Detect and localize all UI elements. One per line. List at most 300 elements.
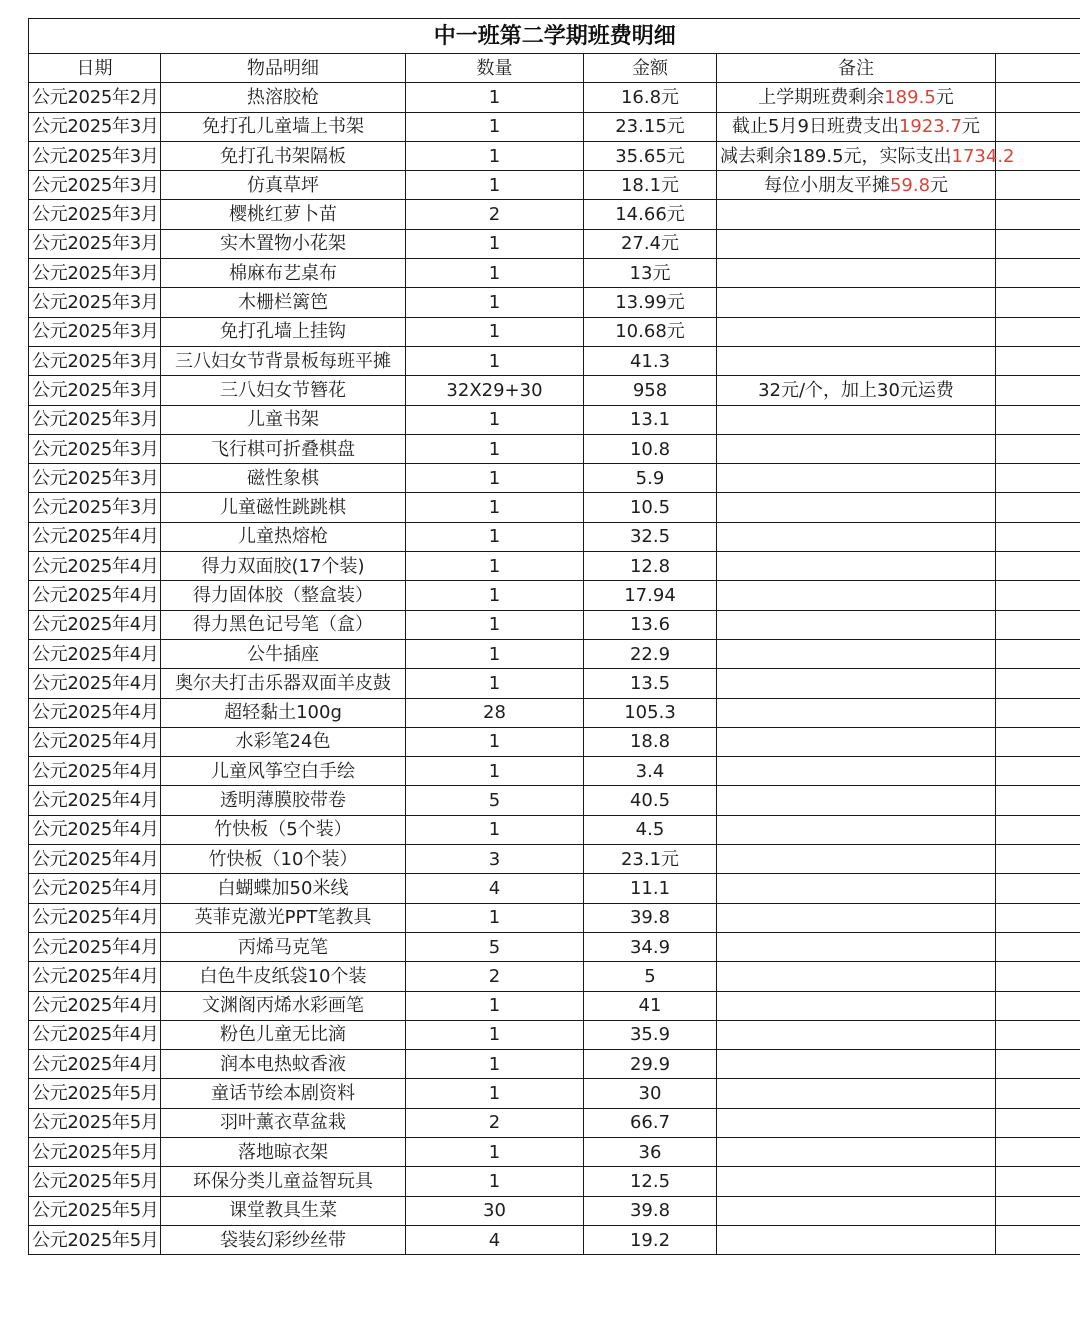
amount-cell: 10.68元 xyxy=(584,317,717,346)
amount-cell: 22.9 xyxy=(584,639,717,668)
table-row xyxy=(29,522,1080,551)
extra-cell xyxy=(996,522,1080,551)
amount-cell: 105.3 xyxy=(584,698,717,727)
table-row xyxy=(29,1167,1080,1196)
note-cell xyxy=(717,171,996,200)
note-cell xyxy=(717,727,996,756)
extra-cell xyxy=(996,698,1080,727)
qty-cell: 1 xyxy=(406,83,584,112)
note-cell xyxy=(717,317,996,346)
extra-cell xyxy=(996,376,1080,405)
date-cell: 公元2025年4月 xyxy=(29,815,161,844)
amount-cell: 5.9 xyxy=(584,464,717,493)
date-cell: 公元2025年3月 xyxy=(29,229,161,258)
amount-cell: 10.5 xyxy=(584,493,717,522)
note-cell xyxy=(717,434,996,463)
header-date: 日期 xyxy=(29,54,161,83)
amount-cell: 29.9 xyxy=(584,1050,717,1079)
extra-cell xyxy=(996,288,1080,317)
extra-cell xyxy=(996,200,1080,229)
note-text: 1923.7 xyxy=(898,116,962,138)
extra-cell xyxy=(996,815,1080,844)
item-cell: 文渊阁丙烯水彩画笔 xyxy=(161,991,406,1020)
header-item: 物品明细 xyxy=(161,54,406,83)
note-cell xyxy=(717,1225,996,1254)
amount-cell: 10.8 xyxy=(584,434,717,463)
qty-cell: 1 xyxy=(406,141,584,170)
table-row xyxy=(29,1050,1080,1079)
amount-cell: 19.2 xyxy=(584,1225,717,1254)
header-row xyxy=(29,54,1080,83)
note-cell xyxy=(717,581,996,610)
amount-cell: 13.6 xyxy=(584,610,717,639)
date-cell: 公元2025年5月 xyxy=(29,1079,161,1108)
extra-cell xyxy=(996,639,1080,668)
table-row xyxy=(29,464,1080,493)
table-row xyxy=(29,1020,1080,1049)
amount-cell: 3.4 xyxy=(584,757,717,786)
amount-cell: 40.5 xyxy=(584,786,717,815)
note-text: 元 xyxy=(961,116,980,138)
amount-cell: 66.7 xyxy=(584,1108,717,1137)
item-cell: 竹快板（5个装） xyxy=(161,815,406,844)
note-cell xyxy=(717,757,996,786)
table-row xyxy=(29,581,1080,610)
extra-cell xyxy=(996,229,1080,258)
table-row xyxy=(29,1108,1080,1137)
note-text: 32元/个，加上30元运费 xyxy=(758,379,954,401)
extra-cell xyxy=(996,434,1080,463)
amount-cell: 39.8 xyxy=(584,903,717,932)
extra-cell xyxy=(996,171,1080,200)
qty-cell: 1 xyxy=(406,112,584,141)
date-cell: 公元2025年4月 xyxy=(29,552,161,581)
note-cell xyxy=(717,200,996,229)
extra-cell xyxy=(996,903,1080,932)
note-cell xyxy=(717,1167,996,1196)
table-row xyxy=(29,903,1080,932)
note-cell xyxy=(717,1196,996,1225)
qty-cell: 1 xyxy=(406,991,584,1020)
item-cell: 得力黑色记号笔（盒） xyxy=(161,610,406,639)
table-row xyxy=(29,639,1080,668)
amount-cell: 35.9 xyxy=(584,1020,717,1049)
item-cell: 白蝴蝶加50米线 xyxy=(161,874,406,903)
qty-cell: 32X29+30 xyxy=(406,376,584,405)
extra-cell xyxy=(996,493,1080,522)
extra-cell xyxy=(996,991,1080,1020)
header-note: 备注 xyxy=(717,54,996,83)
note-cell xyxy=(717,1050,996,1079)
table-row xyxy=(29,552,1080,581)
qty-cell: 1 xyxy=(406,229,584,258)
date-cell: 公元2025年3月 xyxy=(29,259,161,288)
header-amount: 金额 xyxy=(584,54,717,83)
date-cell: 公元2025年3月 xyxy=(29,200,161,229)
extra-cell xyxy=(996,874,1080,903)
note-text: 59.8 xyxy=(889,174,931,196)
table-row xyxy=(29,1225,1080,1254)
note-cell xyxy=(717,1137,996,1166)
item-cell: 免打孔书架隔板 xyxy=(161,141,406,170)
amount-cell: 13.5 xyxy=(584,669,717,698)
item-cell: 得力固体胶（整盒装） xyxy=(161,581,406,610)
note-cell xyxy=(717,493,996,522)
extra-cell xyxy=(996,727,1080,756)
item-cell: 樱桃红萝卜苗 xyxy=(161,200,406,229)
extra-cell xyxy=(996,346,1080,375)
amount-cell: 12.8 xyxy=(584,552,717,581)
table-row xyxy=(29,698,1080,727)
item-cell: 儿童热熔枪 xyxy=(161,522,406,551)
qty-cell: 1 xyxy=(406,288,584,317)
qty-cell: 5 xyxy=(406,932,584,961)
table-row xyxy=(29,874,1080,903)
note-cell xyxy=(717,786,996,815)
item-cell: 飞行棋可折叠棋盘 xyxy=(161,434,406,463)
amount-cell: 5 xyxy=(584,962,717,991)
qty-cell: 1 xyxy=(406,610,584,639)
table-row xyxy=(29,288,1080,317)
date-cell: 公元2025年5月 xyxy=(29,1167,161,1196)
qty-cell: 1 xyxy=(406,493,584,522)
item-cell: 童话节绘本剧资料 xyxy=(161,1079,406,1108)
table-row xyxy=(29,259,1080,288)
qty-cell: 5 xyxy=(406,786,584,815)
qty-cell: 1 xyxy=(406,903,584,932)
amount-cell: 16.8元 xyxy=(584,83,717,112)
extra-cell xyxy=(996,669,1080,698)
amount-cell: 13.1 xyxy=(584,405,717,434)
date-cell: 公元2025年3月 xyxy=(29,405,161,434)
note-cell xyxy=(717,932,996,961)
item-cell: 磁性象棋 xyxy=(161,464,406,493)
extra-cell xyxy=(996,845,1080,874)
table-row xyxy=(29,376,1080,405)
item-cell: 课堂教具生菜 xyxy=(161,1196,406,1225)
extra-cell xyxy=(996,1020,1080,1049)
qty-cell: 1 xyxy=(406,346,584,375)
date-cell: 公元2025年4月 xyxy=(29,698,161,727)
table-row xyxy=(29,1137,1080,1166)
amount-cell: 23.15元 xyxy=(584,112,717,141)
note-text: 元 xyxy=(930,174,949,196)
date-cell: 公元2025年3月 xyxy=(29,112,161,141)
date-cell: 公元2025年5月 xyxy=(29,1225,161,1254)
note-cell xyxy=(717,845,996,874)
table-row xyxy=(29,229,1080,258)
date-cell: 公元2025年4月 xyxy=(29,845,161,874)
table-row xyxy=(29,1196,1080,1225)
item-cell: 免打孔儿童墙上书架 xyxy=(161,112,406,141)
amount-cell: 18.1元 xyxy=(584,171,717,200)
date-cell: 公元2025年4月 xyxy=(29,757,161,786)
amount-cell: 23.1元 xyxy=(584,845,717,874)
table-row xyxy=(29,991,1080,1020)
note-cell xyxy=(717,669,996,698)
amount-cell: 39.8 xyxy=(584,1196,717,1225)
extra-cell xyxy=(996,1050,1080,1079)
amount-cell: 18.8 xyxy=(584,727,717,756)
table-row xyxy=(29,83,1080,112)
qty-cell: 2 xyxy=(406,1108,584,1137)
date-cell: 公元2025年5月 xyxy=(29,1196,161,1225)
extra-cell xyxy=(996,786,1080,815)
amount-cell: 13.99元 xyxy=(584,288,717,317)
item-cell: 水彩笔24色 xyxy=(161,727,406,756)
table-row xyxy=(29,346,1080,375)
note-cell xyxy=(717,1079,996,1108)
item-cell: 热溶胶枪 xyxy=(161,83,406,112)
item-cell: 白色牛皮纸袋10个装 xyxy=(161,962,406,991)
header-qty: 数量 xyxy=(406,54,584,83)
table-row xyxy=(29,610,1080,639)
item-cell: 超轻黏土100g xyxy=(161,698,406,727)
item-cell: 袋装幻彩纱丝带 xyxy=(161,1225,406,1254)
date-cell: 公元2025年5月 xyxy=(29,1137,161,1166)
item-cell: 丙烯马克笔 xyxy=(161,932,406,961)
table-row xyxy=(29,932,1080,961)
date-cell: 公元2025年4月 xyxy=(29,669,161,698)
date-cell: 公元2025年4月 xyxy=(29,1050,161,1079)
item-cell: 公牛插座 xyxy=(161,639,406,668)
item-cell: 三八妇女节簪花 xyxy=(161,376,406,405)
qty-cell: 1 xyxy=(406,727,584,756)
table-row xyxy=(29,141,1080,170)
item-cell: 儿童风筝空白手绘 xyxy=(161,757,406,786)
item-cell: 免打孔墙上挂钩 xyxy=(161,317,406,346)
table-row xyxy=(29,171,1080,200)
extra-cell xyxy=(996,112,1080,141)
qty-cell: 1 xyxy=(406,1167,584,1196)
extra-cell xyxy=(996,83,1080,112)
note-cell xyxy=(717,815,996,844)
note-cell xyxy=(717,346,996,375)
date-cell: 公元2025年3月 xyxy=(29,141,161,170)
note-cell xyxy=(717,141,1015,170)
note-text: 元 xyxy=(935,86,954,108)
amount-cell: 34.9 xyxy=(584,932,717,961)
table-row xyxy=(29,200,1080,229)
qty-cell: 1 xyxy=(406,259,584,288)
qty-cell: 4 xyxy=(406,874,584,903)
note-cell xyxy=(717,229,996,258)
extra-cell xyxy=(996,581,1080,610)
date-cell: 公元2025年3月 xyxy=(29,493,161,522)
qty-cell: 1 xyxy=(406,1020,584,1049)
qty-cell: 1 xyxy=(406,815,584,844)
amount-cell: 17.94 xyxy=(584,581,717,610)
note-cell xyxy=(717,288,996,317)
amount-cell: 4.5 xyxy=(584,815,717,844)
extra-cell xyxy=(996,54,1080,83)
sheet-title: 中一班第二学期班费明细 xyxy=(29,19,1080,54)
extra-cell xyxy=(996,610,1080,639)
date-cell: 公元2025年4月 xyxy=(29,962,161,991)
amount-cell: 958 xyxy=(584,376,717,405)
note-cell xyxy=(717,376,996,405)
amount-cell: 41.3 xyxy=(584,346,717,375)
date-cell: 公元2025年3月 xyxy=(29,171,161,200)
date-cell: 公元2025年5月 xyxy=(29,1108,161,1137)
date-cell: 公元2025年3月 xyxy=(29,288,161,317)
note-cell xyxy=(717,464,996,493)
table-row xyxy=(29,757,1080,786)
note-text: 189.5 xyxy=(884,86,936,108)
item-cell: 润本电热蚊香液 xyxy=(161,1050,406,1079)
amount-cell: 35.65元 xyxy=(584,141,717,170)
qty-cell: 1 xyxy=(406,581,584,610)
extra-cell xyxy=(996,1196,1080,1225)
table-row xyxy=(29,405,1080,434)
note-text: 截止5月9日班费支出 xyxy=(732,116,899,138)
qty-cell: 30 xyxy=(406,1196,584,1225)
expense-table xyxy=(28,18,1080,1255)
date-cell: 公元2025年3月 xyxy=(29,464,161,493)
note-cell xyxy=(717,552,996,581)
item-cell: 木栅栏篱笆 xyxy=(161,288,406,317)
item-cell: 仿真草坪 xyxy=(161,171,406,200)
extra-cell xyxy=(996,259,1080,288)
extra-cell xyxy=(996,464,1080,493)
item-cell: 羽叶薰衣草盆栽 xyxy=(161,1108,406,1137)
note-cell xyxy=(717,259,996,288)
extra-cell xyxy=(996,1108,1080,1137)
date-cell: 公元2025年4月 xyxy=(29,932,161,961)
date-cell: 公元2025年3月 xyxy=(29,376,161,405)
table-row xyxy=(29,1079,1080,1108)
qty-cell: 1 xyxy=(406,522,584,551)
note-cell xyxy=(717,698,996,727)
note-cell xyxy=(717,874,996,903)
qty-cell: 1 xyxy=(406,171,584,200)
extra-cell xyxy=(996,552,1080,581)
qty-cell: 1 xyxy=(406,405,584,434)
date-cell: 公元2025年4月 xyxy=(29,610,161,639)
item-cell: 粉色儿童无比滴 xyxy=(161,1020,406,1049)
date-cell: 公元2025年4月 xyxy=(29,786,161,815)
item-cell: 三八妇女节背景板每班平摊 xyxy=(161,346,406,375)
table-row xyxy=(29,815,1080,844)
date-cell: 公元2025年4月 xyxy=(29,991,161,1020)
date-cell: 公元2025年4月 xyxy=(29,581,161,610)
extra-cell xyxy=(996,405,1080,434)
qty-cell: 3 xyxy=(406,845,584,874)
table-row xyxy=(29,727,1080,756)
note-cell xyxy=(717,83,996,112)
item-cell: 竹快板（10个装） xyxy=(161,845,406,874)
extra-cell xyxy=(996,1225,1080,1254)
date-cell: 公元2025年4月 xyxy=(29,522,161,551)
qty-cell: 2 xyxy=(406,962,584,991)
qty-cell: 1 xyxy=(406,669,584,698)
note-cell xyxy=(717,1020,996,1049)
extra-cell xyxy=(996,932,1080,961)
date-cell: 公元2025年2月 xyxy=(29,83,161,112)
qty-cell: 1 xyxy=(406,552,584,581)
qty-cell: 4 xyxy=(406,1225,584,1254)
qty-cell: 1 xyxy=(406,757,584,786)
note-cell xyxy=(717,522,996,551)
amount-cell: 36 xyxy=(584,1137,717,1166)
note-cell xyxy=(717,1108,996,1137)
note-cell xyxy=(717,112,996,141)
amount-cell: 12.5 xyxy=(584,1167,717,1196)
qty-cell: 1 xyxy=(406,639,584,668)
table-row xyxy=(29,493,1080,522)
date-cell: 公元2025年4月 xyxy=(29,727,161,756)
qty-cell: 1 xyxy=(406,1079,584,1108)
table-row xyxy=(29,786,1080,815)
table-row xyxy=(29,112,1080,141)
note-cell xyxy=(717,405,996,434)
item-cell: 落地晾衣架 xyxy=(161,1137,406,1166)
item-cell: 奥尔夫打击乐器双面羊皮鼓 xyxy=(161,669,406,698)
amount-cell: 30 xyxy=(584,1079,717,1108)
item-cell: 棉麻布艺桌布 xyxy=(161,259,406,288)
note-text: 每位小朋友平摊 xyxy=(763,174,890,196)
amount-cell: 32.5 xyxy=(584,522,717,551)
date-cell: 公元2025年4月 xyxy=(29,903,161,932)
item-cell: 得力双面胶(17个装) xyxy=(161,552,406,581)
note-cell xyxy=(717,903,996,932)
extra-cell xyxy=(996,1137,1080,1166)
qty-cell: 1 xyxy=(406,1137,584,1166)
extra-cell xyxy=(996,1079,1080,1108)
extra-cell xyxy=(996,962,1080,991)
qty-cell: 1 xyxy=(406,464,584,493)
title-row xyxy=(29,19,1080,54)
note-cell xyxy=(717,991,996,1020)
amount-cell: 27.4元 xyxy=(584,229,717,258)
item-cell: 透明薄膜胶带卷 xyxy=(161,786,406,815)
note-text: 上学期班费剩余 xyxy=(758,86,885,108)
amount-cell: 13元 xyxy=(584,259,717,288)
date-cell: 公元2025年3月 xyxy=(29,317,161,346)
item-cell: 儿童书架 xyxy=(161,405,406,434)
extra-cell xyxy=(996,317,1080,346)
date-cell: 公元2025年4月 xyxy=(29,874,161,903)
item-cell: 英菲克激光PPT笔教具 xyxy=(161,903,406,932)
note-cell xyxy=(717,639,996,668)
item-cell: 实木置物小花架 xyxy=(161,229,406,258)
table-row xyxy=(29,669,1080,698)
table-row xyxy=(29,962,1080,991)
date-cell: 公元2025年3月 xyxy=(29,434,161,463)
date-cell: 公元2025年4月 xyxy=(29,1020,161,1049)
note-cell xyxy=(717,610,996,639)
date-cell: 公元2025年3月 xyxy=(29,346,161,375)
qty-cell: 2 xyxy=(406,200,584,229)
note-cell xyxy=(717,962,996,991)
qty-cell: 1 xyxy=(406,1050,584,1079)
note-text: 1734.2 xyxy=(951,145,1015,167)
date-cell: 公元2025年4月 xyxy=(29,639,161,668)
qty-cell: 28 xyxy=(406,698,584,727)
table-row xyxy=(29,317,1080,346)
extra-cell xyxy=(996,1167,1080,1196)
qty-cell: 1 xyxy=(406,317,584,346)
item-cell: 儿童磁性跳跳棋 xyxy=(161,493,406,522)
note-text: 减去剩余189.5元，实际支出 xyxy=(720,145,952,167)
item-cell: 环保分类儿童益智玩具 xyxy=(161,1167,406,1196)
qty-cell: 1 xyxy=(406,434,584,463)
amount-cell: 14.66元 xyxy=(584,200,717,229)
table-row xyxy=(29,434,1080,463)
amount-cell: 41 xyxy=(584,991,717,1020)
table-row xyxy=(29,845,1080,874)
extra-cell xyxy=(996,757,1080,786)
